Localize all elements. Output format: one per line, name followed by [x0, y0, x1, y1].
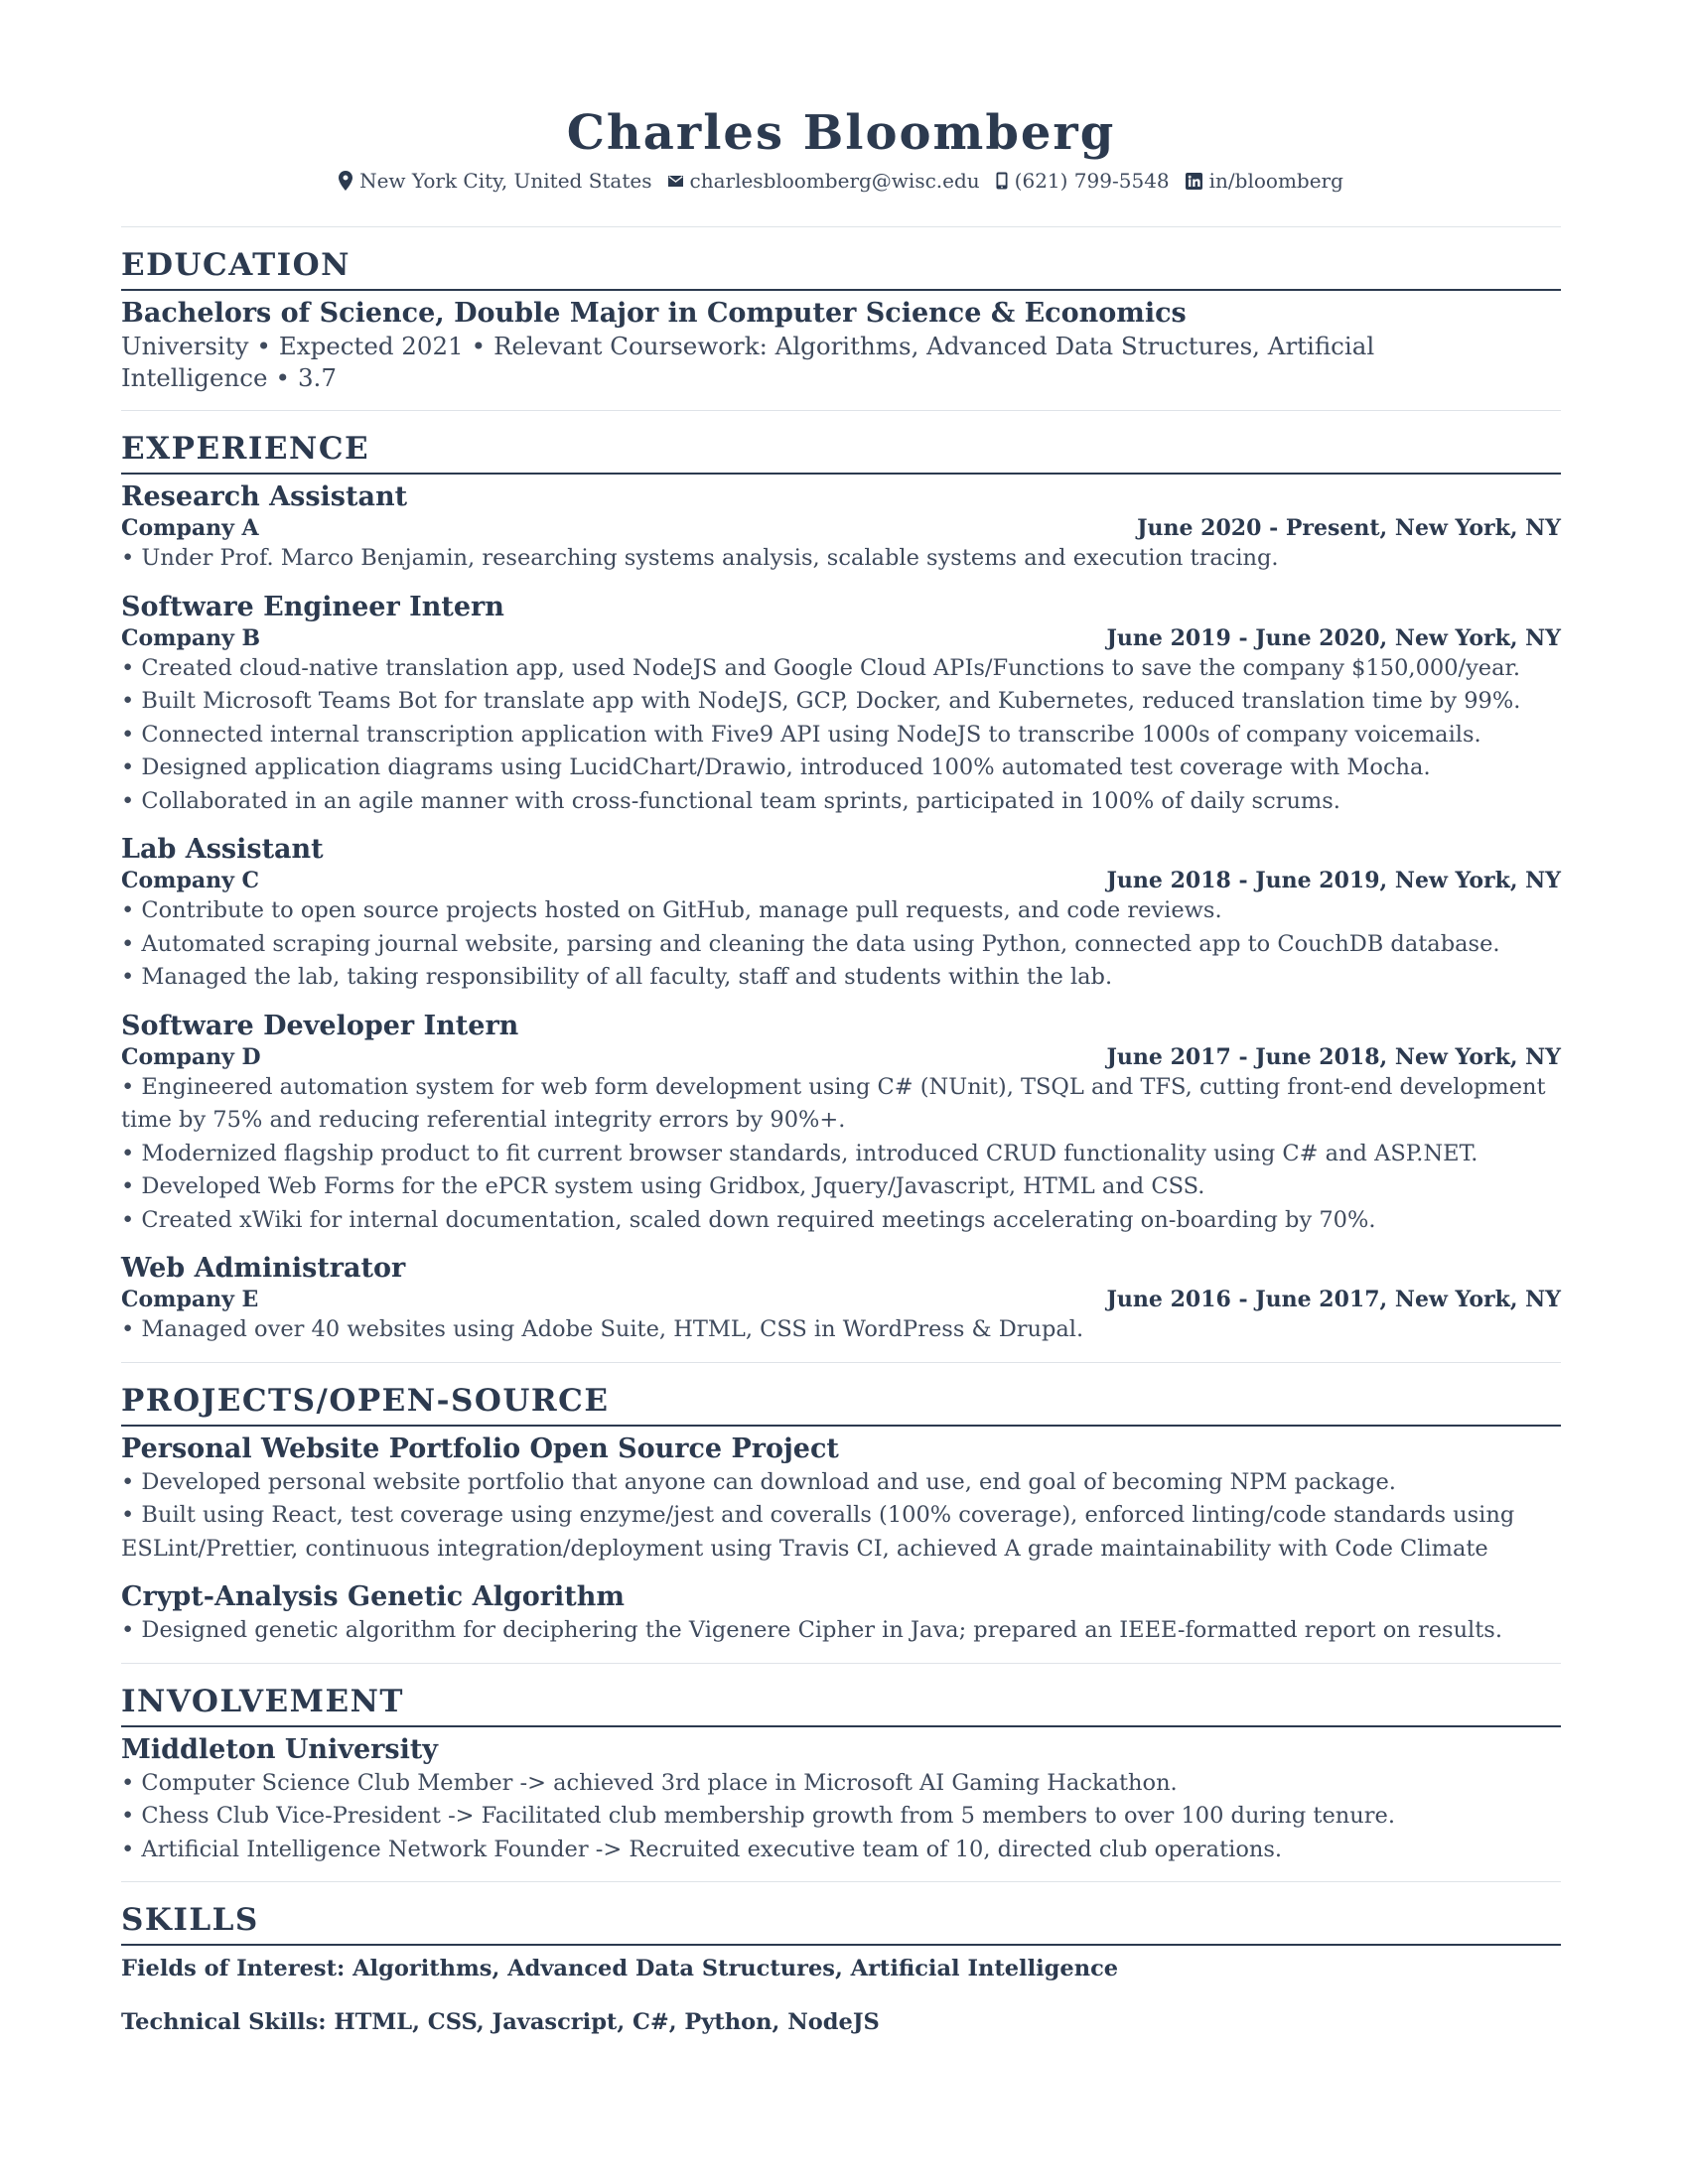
- job-title: Research Assistant: [121, 481, 408, 512]
- company-name: Company E: [121, 1287, 259, 1312]
- job-bullet: • Collaborated in an agile manner with cross-functional team sprints, participated in 100% of daily scrums.: [121, 787, 1340, 814]
- phone-icon: [996, 172, 1008, 190]
- job-bullet: • Designed application diagrams using LucidChart/Drawio, introduced 100% automated test coverage with Mocha.: [121, 754, 1431, 780]
- location-text: New York City, United States: [359, 169, 652, 193]
- involvement-bullet: • Artificial Intelligence Network Founder -> Recruited executive team of 10, directed club operations.: [121, 1836, 1283, 1862]
- project-title: Crypt-Analysis Genetic Algorithm: [121, 1581, 625, 1612]
- section-rule: [121, 473, 1561, 475]
- project-entry: [121, 1580, 1561, 1648]
- project-bullet: • Developed personal website portfolio that anyone can download and use, end goal of becoming NPM package.: [121, 1468, 1396, 1495]
- job-title: Lab Assistant: [121, 834, 324, 865]
- job-dates: June 2016 - June 2017, New York, NY: [1106, 1287, 1561, 1312]
- job-meta: [121, 867, 1561, 894]
- job-dates: June 2019 - June 2020, New York, NY: [1106, 624, 1561, 651]
- job-title: Software Engineer Intern: [121, 591, 504, 622]
- job-bullet: • Created xWiki for internal documentation, scaled down required meetings accelerating on-boarding by 70%.: [121, 1206, 1376, 1233]
- phone-text: (621) 799-5548: [1014, 169, 1170, 193]
- section-title-involvement: INVOLVEMENT: [121, 1683, 404, 1719]
- map-pin-icon: [339, 171, 352, 191]
- section-rule: [121, 1725, 1561, 1727]
- skills-section: [121, 1882, 1561, 2037]
- job-bullet: • Automated scraping journal website, parsing and cleaning the data using Python, connected app to CouchDB database.: [121, 930, 1500, 957]
- project-title: Personal Website Portfolio Open Source Project: [121, 1433, 839, 1464]
- email-text: charlesbloomberg@wisc.edu: [689, 169, 980, 193]
- section-title-education: EDUCATION: [121, 247, 351, 283]
- involvement-bullet: • Computer Science Club Member -> achieved 3rd place in Microsoft AI Gaming Hackathon.: [121, 1769, 1178, 1796]
- job-bullet: • Under Prof. Marco Benjamin, researching systems analysis, scalable systems and execution tracing.: [121, 545, 1279, 571]
- section-rule: [121, 1944, 1561, 1946]
- job-dates: June 2018 - June 2019, New York, NY: [1106, 868, 1561, 893]
- involvement-bullet: • Chess Club Vice-President -> Facilitated club membership growth from 5 members to over 100 during tenure.: [121, 1803, 1395, 1829]
- company-name: Company C: [121, 868, 260, 893]
- job-entry: [121, 1010, 1561, 1238]
- job-meta: [121, 514, 1561, 542]
- company-name: Company B: [121, 624, 261, 651]
- technical-skills: Technical Skills: HTML, CSS, Javascript, C#, Python, NodeJS: [121, 2009, 880, 2035]
- contact-bar: [121, 169, 1561, 193]
- job-title: Software Developer Intern: [121, 1010, 519, 1041]
- gpa: 3.7: [297, 363, 337, 392]
- fields-of-interest: Fields of Interest: Algorithms, Advanced Data Structures, Artificial Intelligence: [121, 1956, 1119, 1981]
- section-rule: [121, 289, 1561, 291]
- job-bullet: • Connected internal transcription application with Five9 API using NodeJS to transcribe 1000s of company voicemails.: [121, 721, 1481, 748]
- job-title: Web Administrator: [121, 1253, 406, 1284]
- linkedin-icon: [1186, 173, 1202, 190]
- projects-section: [121, 1363, 1561, 1648]
- job-bullet: • Modernized flagship product to fit current browser standards, introduced CRUD functionality using C# and ASP.NET.: [121, 1140, 1478, 1166]
- job-bullet: • Contribute to open source projects hosted on GitHub, manage pull requests, and code reviews.: [121, 897, 1222, 923]
- project-bullet: • Designed genetic algorithm for deciphering the Vigenere Cipher in Java; prepared an IEEE-formatted report on results.: [121, 1617, 1502, 1643]
- section-rule: [121, 1425, 1561, 1427]
- section-title-experience: EXPERIENCE: [121, 431, 370, 467]
- linkedin-text: in/bloomberg: [1208, 169, 1343, 193]
- section-title-projects: PROJECTS/OPEN-SOURCE: [121, 1382, 610, 1419]
- job-meta: [121, 624, 1561, 652]
- job-meta: [121, 1286, 1561, 1313]
- project-bullet: • Built using React, test coverage using enzyme/jest and coveralls (100% coverage), enforced linting/code standards using ESLint/Prettier, continuous integration/deployment using Travis CI, achieved A grade maintainability with Code Climate: [121, 1502, 1515, 1562]
- contact-email[interactable]: [668, 169, 980, 193]
- contact-phone[interactable]: [996, 169, 1170, 193]
- candidate-name: Charles Bloomberg: [566, 105, 1116, 161]
- job-bullet: • Engineered automation system for web form development using C# (NUnit), TSQL and TFS, cutting front-end development time by 75% and reducing referential integrity errors by 90%+.: [121, 1073, 1546, 1133]
- involvement-section: [121, 1664, 1561, 1867]
- resume-content: [121, 101, 1561, 2037]
- contact-linkedin[interactable]: [1186, 169, 1343, 193]
- company-name: Company A: [121, 515, 259, 541]
- project-entry: [121, 1433, 1561, 1567]
- expected-date: Expected 2021: [278, 332, 464, 360]
- envelope-icon: [668, 176, 683, 187]
- job-dates: June 2017 - June 2018, New York, NY: [1106, 1043, 1561, 1070]
- education-section: [121, 227, 1561, 394]
- job-bullet: • Created cloud-native translation app, used NodeJS and Google Cloud APIs/Functions to save the company $150,000/year.: [121, 654, 1520, 681]
- job-entry: [121, 833, 1561, 995]
- job-bullet: • Managed over 40 websites using Adobe Suite, HTML, CSS in WordPress & Drupal.: [121, 1316, 1084, 1342]
- coursework: Relevant Coursework: Algorithms, Advanced Data Structures, Artificial Intelligence: [121, 332, 1375, 392]
- job-bullet: • Developed Web Forms for the ePCR system using Gridbox, Jquery/Javascript, HTML and CSS.: [121, 1173, 1205, 1199]
- degree-title: Bachelors of Science, Double Major in Computer Science & Economics: [121, 298, 1187, 329]
- involvement-entry: [121, 1733, 1561, 1867]
- job-entry: [121, 1252, 1561, 1347]
- section-title-skills: SKILLS: [121, 1902, 259, 1938]
- company-name: Company D: [121, 1043, 261, 1070]
- job-meta: [121, 1043, 1561, 1071]
- job-entry: [121, 480, 1561, 576]
- experience-section: [121, 411, 1561, 1347]
- education-details: University • Expected 2021 • Relevant Coursework: Algorithms, Advanced Data Structures, Artificial Intelligence • 3.7: [121, 332, 1375, 392]
- job-entry: [121, 591, 1561, 819]
- school-name: University: [121, 332, 249, 360]
- organization-name: Middleton University: [121, 1733, 438, 1765]
- job-bullet: • Managed the lab, taking responsibility of all faculty, staff and students within the lab.: [121, 964, 1113, 990]
- contact-location: [339, 169, 651, 193]
- job-bullet: • Built Microsoft Teams Bot for translate app with NodeJS, GCP, Docker, and Kubernetes, reduced translation time by 99%.: [121, 688, 1521, 714]
- job-dates: June 2020 - Present, New York, NY: [1137, 515, 1561, 541]
